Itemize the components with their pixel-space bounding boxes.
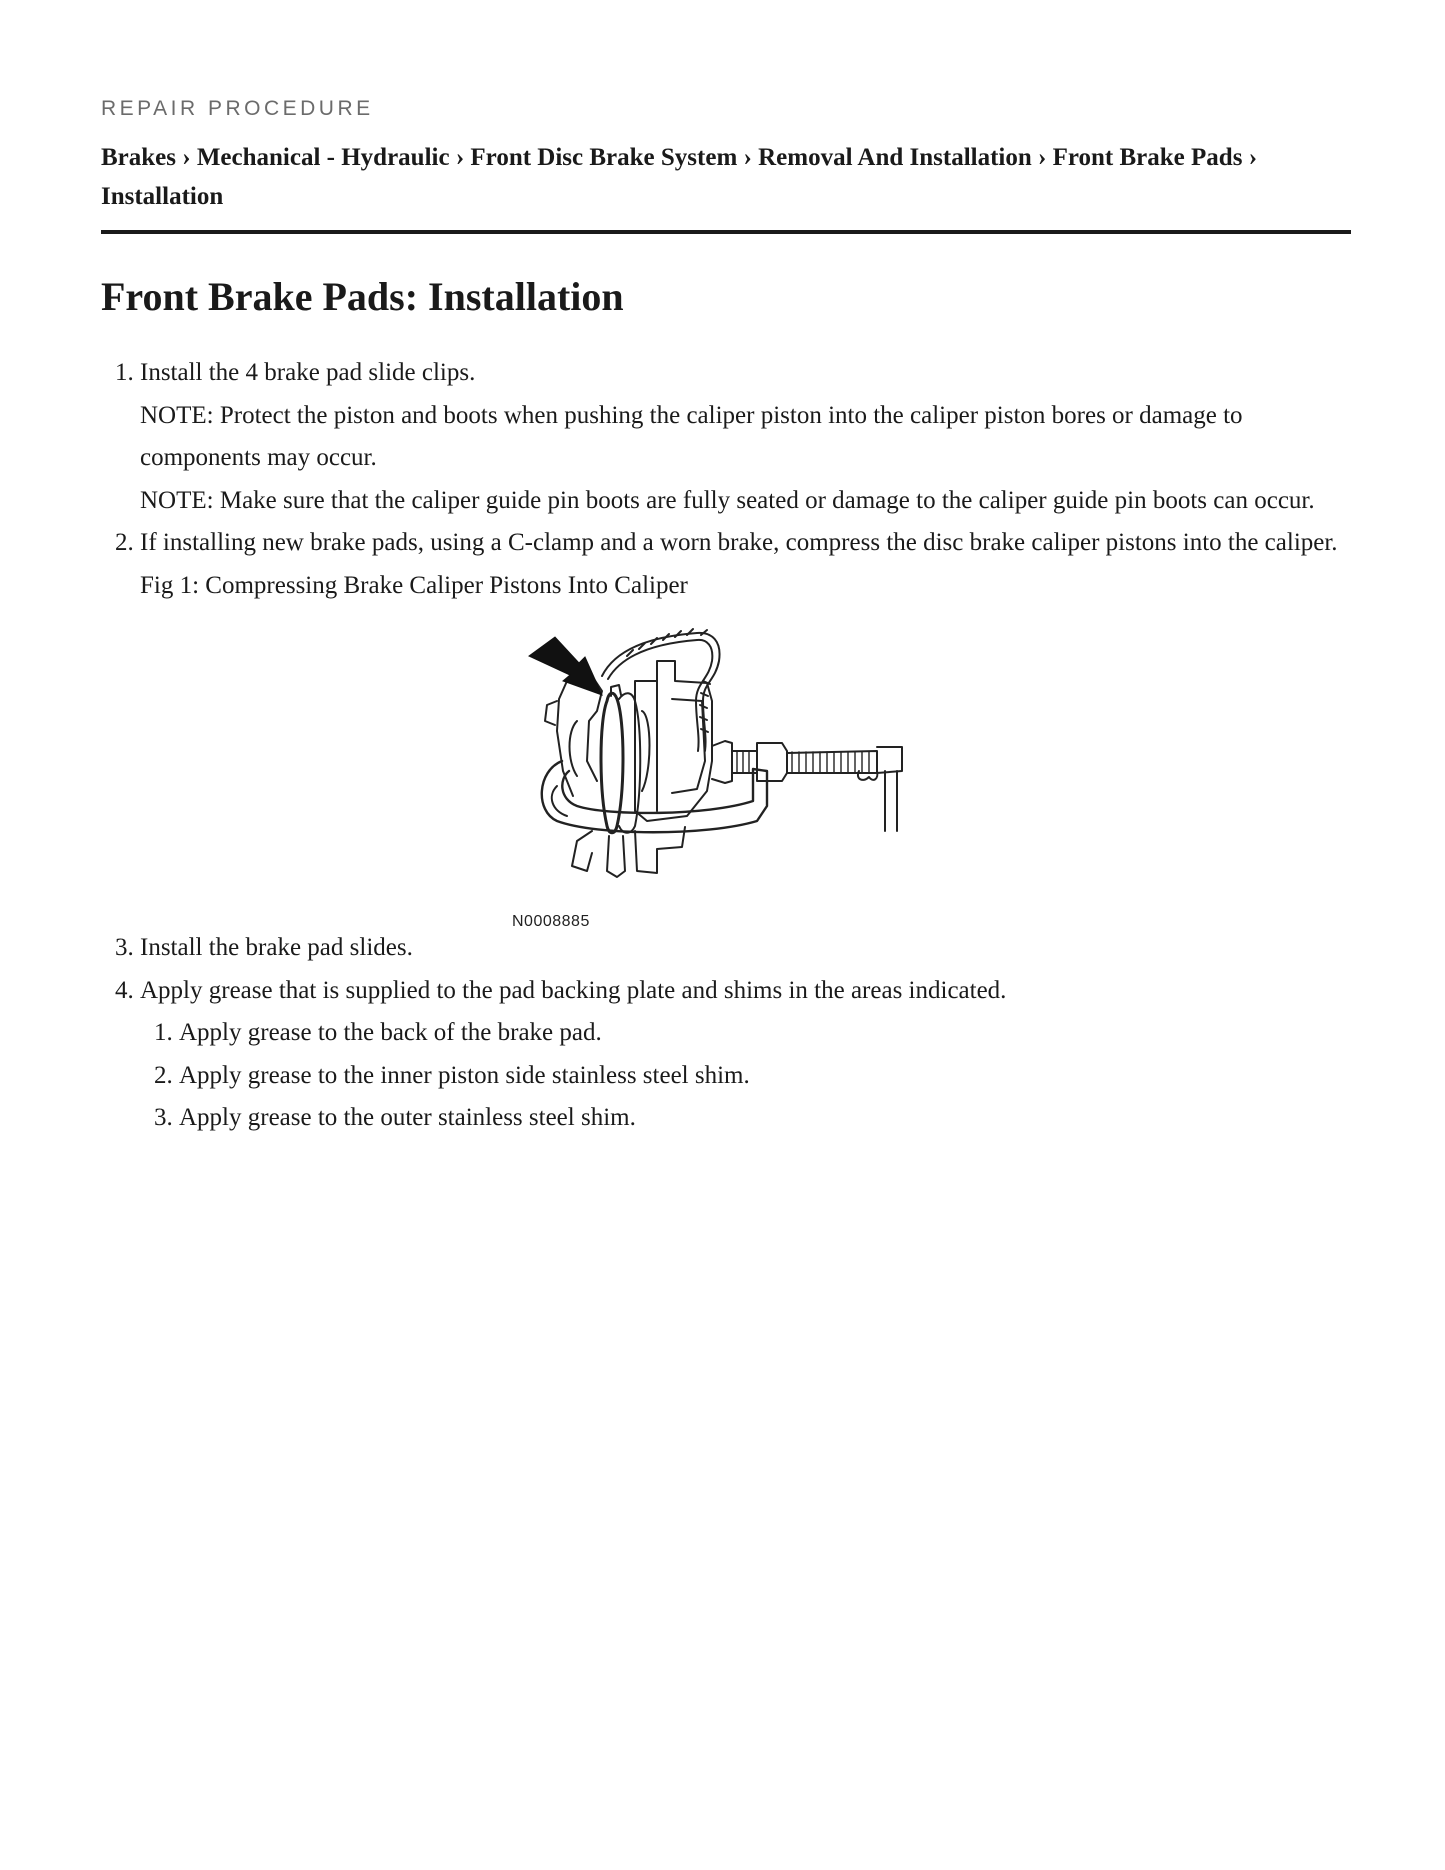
step-note: NOTE: Make sure that the caliper guide pin boots are fully seated or damage to the caliper guide pin boots can occur. <box>140 486 1315 514</box>
breadcrumb-separator: › <box>182 144 191 171</box>
document-page <box>101 96 1351 1140</box>
page-title: Front Brake Pads: Installation <box>101 274 624 319</box>
breadcrumb-item-brakes[interactable]: Brakes <box>101 144 176 171</box>
breadcrumb-item-mechanical-hydraulic[interactable]: Mechanical - Hydraulic <box>196 144 450 171</box>
substep-3: 3. Apply grease to the outer stainless steel shim. <box>179 1097 1351 1140</box>
procedure-steps <box>101 352 1351 1140</box>
figure-caption: Fig 1: Compressing Brake Caliper Pistons Into Caliper <box>140 571 688 599</box>
breadcrumb-separator: › <box>1248 144 1258 171</box>
document-kicker: REPAIR PROCEDURE <box>101 97 374 120</box>
step-2 <box>140 522 1351 930</box>
header-divider <box>101 230 1351 234</box>
step-4 <box>140 970 1351 1140</box>
substeps-list <box>140 1012 1351 1140</box>
breadcrumb-item-removal-and-installation[interactable]: Removal And Installation <box>758 144 1032 171</box>
step-text: If installing new brake pads, using a C-clamp and a worn brake, compress the disc brake caliper pistons into the caliper. <box>140 529 1338 556</box>
step-text: Apply grease that is supplied to the pad backing plate and shims in the areas indicated. <box>140 976 1007 1004</box>
substep-2: 2. Apply grease to the inner piston side stainless steel shim. <box>179 1055 1351 1098</box>
figure-id-label: N0008885 <box>512 913 590 930</box>
breadcrumb-item-front-disc-brake-system[interactable]: Front Disc Brake System <box>470 144 738 171</box>
breadcrumb-item-installation[interactable]: Installation <box>101 183 224 210</box>
figure-caliper-c-clamp <box>507 621 987 930</box>
caliper-c-clamp-illustration <box>507 621 987 927</box>
breadcrumb-separator: › <box>743 144 752 171</box>
step-text: Install the brake pad slides. <box>140 934 413 961</box>
step-note: NOTE: Protect the piston and boots when pushing the caliper piston into the caliper piston bores or damage to components may occur. <box>140 401 1243 471</box>
step-text: Install the 4 brake pad slide clips. <box>140 359 476 386</box>
substep-1: 1. Apply grease to the back of the brake pad. <box>179 1012 1351 1055</box>
breadcrumb <box>101 138 1351 216</box>
breadcrumb-separator: › <box>1038 144 1047 171</box>
step-1 <box>140 352 1351 522</box>
breadcrumb-item-front-brake-pads[interactable]: Front Brake Pads <box>1052 144 1243 171</box>
step-3 <box>140 927 1351 970</box>
breadcrumb-separator: › <box>455 144 465 171</box>
